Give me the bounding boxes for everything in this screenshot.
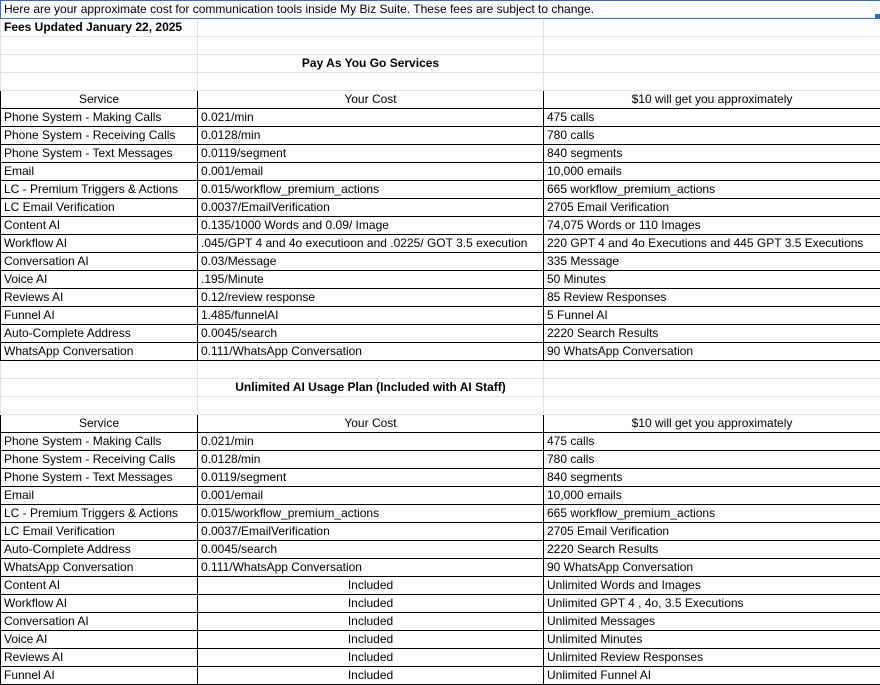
payg-row (1, 217, 880, 235)
cost-cell[interactable]: .045/GPT 4 and 4o executioon and .0225/ GOT 3.5 execution (198, 235, 544, 253)
service-cell[interactable]: LC - Premium Triggers & Actions (1, 181, 198, 199)
payg-row (1, 235, 880, 253)
service-cell[interactable]: Funnel AI (1, 667, 198, 685)
unlimited-row (1, 577, 880, 595)
unlimited-row (1, 523, 880, 541)
header-service[interactable]: Service (1, 415, 198, 433)
estimate-cell[interactable]: 2705 Email Verification (544, 199, 880, 217)
intro-cell[interactable]: Here are your approximate cost for communication tools inside My Biz Suite. These fees are subject to change. (1, 1, 880, 19)
cost-cell[interactable]: 0.0045/search (198, 325, 544, 343)
fees-updated-cell[interactable]: Fees Updated January 22, 2025 (1, 19, 198, 37)
estimate-cell[interactable]: 335 Message (544, 253, 880, 271)
empty-cell[interactable] (544, 73, 880, 91)
estimate-cell[interactable]: 780 calls (544, 451, 880, 469)
payg-row (1, 109, 880, 127)
estimate-cell[interactable]: 2220 Search Results (544, 325, 880, 343)
estimate-cell[interactable]: 5 Funnel AI (544, 307, 880, 325)
payg-row (1, 145, 880, 163)
payg-row (1, 271, 880, 289)
empty-cell[interactable] (198, 37, 544, 55)
cost-cell[interactable]: Included (198, 595, 544, 613)
header-ten-dollars[interactable]: $10 will get you approximately (544, 91, 880, 109)
service-cell[interactable]: Reviews AI (1, 649, 198, 667)
cost-cell[interactable]: 0.001/email (198, 163, 544, 181)
cost-cell[interactable]: .195/Minute (198, 271, 544, 289)
selection-fill-handle[interactable] (875, 14, 880, 19)
unlimited-row (1, 433, 880, 451)
estimate-cell[interactable]: 50 Minutes (544, 271, 880, 289)
payg-row (1, 163, 880, 181)
service-cell[interactable]: Voice AI (1, 631, 198, 649)
unlimited-row (1, 487, 880, 505)
service-cell[interactable]: Funnel AI (1, 307, 198, 325)
service-cell[interactable]: LC - Premium Triggers & Actions (1, 505, 198, 523)
header-your-cost[interactable]: Your Cost (198, 415, 544, 433)
cost-cell[interactable]: Included (198, 667, 544, 685)
service-cell[interactable]: Workflow AI (1, 235, 198, 253)
cost-cell[interactable]: Included (198, 631, 544, 649)
cost-cell[interactable]: 0.135/1000 Words and 0.09/ Image (198, 217, 544, 235)
estimate-cell[interactable]: 840 segments (544, 145, 880, 163)
empty-cell[interactable] (198, 19, 544, 37)
empty-cell[interactable] (544, 37, 880, 55)
service-cell[interactable]: Reviews AI (1, 289, 198, 307)
cost-cell[interactable]: 0.0037/EmailVerification (198, 199, 544, 217)
payg-row (1, 325, 880, 343)
service-cell[interactable]: Conversation AI (1, 253, 198, 271)
unlimited-row (1, 451, 880, 469)
estimate-cell[interactable]: 220 GPT 4 and 4o Executions and 445 GPT 3.5 Executions (544, 235, 880, 253)
estimate-cell[interactable]: Unlimited Messages (544, 613, 880, 631)
service-cell[interactable]: Auto-Complete Address (1, 325, 198, 343)
estimate-cell[interactable]: 475 calls (544, 433, 880, 451)
unlimited-row (1, 559, 880, 577)
service-cell[interactable]: Phone System - Making Calls (1, 433, 198, 451)
service-cell[interactable]: Content AI (1, 577, 198, 595)
cost-cell[interactable]: 0.12/review response (198, 289, 544, 307)
service-cell[interactable]: LC Email Verification (1, 523, 198, 541)
cost-cell[interactable]: 0.0128/min (198, 451, 544, 469)
unlimited-row (1, 505, 880, 523)
service-cell[interactable]: Conversation AI (1, 613, 198, 631)
service-cell[interactable]: Phone System - Making Calls (1, 109, 198, 127)
payg-row (1, 343, 880, 361)
cost-cell[interactable]: 0.015/workflow_premium_actions (198, 505, 544, 523)
payg-row (1, 181, 880, 199)
estimate-cell[interactable]: 10,000 emails (544, 163, 880, 181)
payg-row (1, 253, 880, 271)
service-cell[interactable]: Phone System - Text Messages (1, 145, 198, 163)
payg-header-row (1, 91, 880, 109)
estimate-cell[interactable]: 840 segments (544, 469, 880, 487)
unlimited-row (1, 595, 880, 613)
estimate-cell[interactable]: Unlimited Funnel AI (544, 667, 880, 685)
unlimited-row (1, 631, 880, 649)
header-service[interactable]: Service (1, 91, 198, 109)
empty-cell[interactable] (198, 361, 544, 379)
cost-cell[interactable]: 0.03/Message (198, 253, 544, 271)
unlimited-row (1, 541, 880, 559)
empty-cell[interactable] (198, 73, 544, 91)
cost-cell[interactable]: Included (198, 649, 544, 667)
cost-cell[interactable]: 0.001/email (198, 487, 544, 505)
estimate-cell[interactable]: Unlimited Review Responses (544, 649, 880, 667)
payg-row (1, 307, 880, 325)
empty-cell[interactable] (544, 397, 880, 415)
estimate-cell[interactable]: Unlimited Words and Images (544, 577, 880, 595)
empty-cell[interactable] (1, 379, 198, 397)
service-cell[interactable]: WhatsApp Conversation (1, 343, 198, 361)
estimate-cell[interactable]: 85 Review Responses (544, 289, 880, 307)
cost-cell[interactable]: 0.015/workflow_premium_actions (198, 181, 544, 199)
empty-cell[interactable] (1, 55, 198, 73)
unlimited-header-row (1, 415, 880, 433)
cost-cell[interactable]: 0.0119/segment (198, 469, 544, 487)
cost-cell[interactable]: 0.111/WhatsApp Conversation (198, 343, 544, 361)
cost-cell[interactable]: Included (198, 577, 544, 595)
cost-cell[interactable]: 0.111/WhatsApp Conversation (198, 559, 544, 577)
empty-cell[interactable] (198, 397, 544, 415)
unlimited-row (1, 469, 880, 487)
empty-cell[interactable] (544, 361, 880, 379)
empty-cell[interactable] (544, 19, 880, 37)
empty-cell[interactable] (1, 361, 198, 379)
cost-cell[interactable]: 0.0128/min (198, 127, 544, 145)
service-cell[interactable]: Email (1, 487, 198, 505)
estimate-cell[interactable]: 74,075 Words or 110 Images (544, 217, 880, 235)
estimate-cell[interactable]: 665 workflow_premium_actions (544, 181, 880, 199)
payg-title[interactable]: Pay As You Go Services (198, 55, 544, 73)
empty-cell[interactable] (544, 379, 880, 397)
estimate-cell[interactable]: 90 WhatsApp Conversation (544, 343, 880, 361)
header-ten-dollars[interactable]: $10 will get you approximately (544, 415, 880, 433)
unlimited-row (1, 649, 880, 667)
estimate-cell[interactable]: Unlimited GPT 4 , 4o, 3.5 Executions (544, 595, 880, 613)
service-cell[interactable]: Auto-Complete Address (1, 541, 198, 559)
service-cell[interactable]: Content AI (1, 217, 198, 235)
estimate-cell[interactable]: 90 WhatsApp Conversation (544, 559, 880, 577)
payg-row (1, 289, 880, 307)
empty-cell[interactable] (544, 55, 880, 73)
cost-cell[interactable]: Included (198, 613, 544, 631)
estimate-cell[interactable]: 665 workflow_premium_actions (544, 505, 880, 523)
unlimited-title[interactable]: Unlimited AI Usage Plan (Included with AI Staff) (198, 379, 544, 397)
estimate-cell[interactable]: 475 calls (544, 109, 880, 127)
unlimited-row (1, 667, 880, 685)
estimate-cell[interactable]: 2705 Email Verification (544, 523, 880, 541)
service-cell[interactable]: Workflow AI (1, 595, 198, 613)
cost-cell[interactable]: 0.0119/segment (198, 145, 544, 163)
empty-cell[interactable] (1, 37, 198, 55)
empty-cell[interactable] (1, 73, 198, 91)
header-your-cost[interactable]: Your Cost (198, 91, 544, 109)
cost-cell[interactable]: 0.021/min (198, 109, 544, 127)
cost-cell[interactable]: 0.0045/search (198, 541, 544, 559)
estimate-cell[interactable]: 10,000 emails (544, 487, 880, 505)
service-cell[interactable]: Phone System - Text Messages (1, 469, 198, 487)
payg-row (1, 199, 880, 217)
cost-cell[interactable]: 0.021/min (198, 433, 544, 451)
service-cell[interactable]: Phone System - Receiving Calls (1, 127, 198, 145)
payg-row (1, 127, 880, 145)
unlimited-row (1, 613, 880, 631)
service-cell[interactable]: WhatsApp Conversation (1, 559, 198, 577)
empty-cell[interactable] (1, 397, 198, 415)
service-cell[interactable]: Phone System - Receiving Calls (1, 451, 198, 469)
cost-cell[interactable]: 0.0037/EmailVerification (198, 523, 544, 541)
cost-cell[interactable]: 1.485/funnelAI (198, 307, 544, 325)
estimate-cell[interactable]: Unlimited Minutes (544, 631, 880, 649)
estimate-cell[interactable]: 2220 Search Results (544, 541, 880, 559)
estimate-cell[interactable]: 780 calls (544, 127, 880, 145)
service-cell[interactable]: Voice AI (1, 271, 198, 289)
service-cell[interactable]: LC Email Verification (1, 199, 198, 217)
service-cell[interactable]: Email (1, 163, 198, 181)
